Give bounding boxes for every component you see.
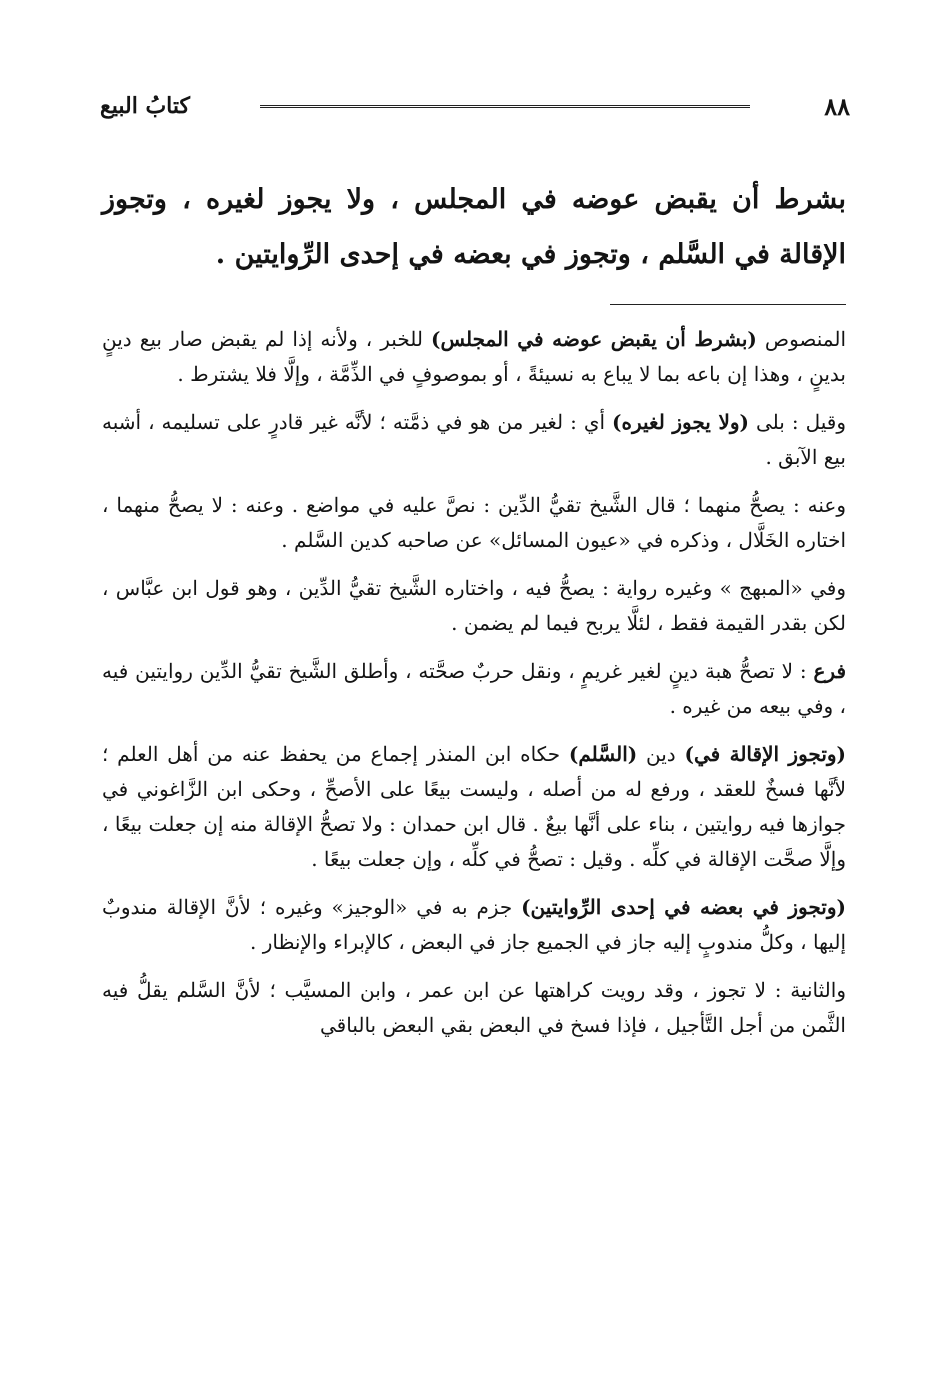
page-header xyxy=(100,86,850,126)
quoted-matn: (ولا يجوز لغيره) xyxy=(612,410,749,434)
separator-rule xyxy=(610,304,846,305)
paragraph-text: حكاه ابن المنذر إجماع من يحفظ عنه من أهل العلم ؛ لأنَّها فسخٌ للعقد ، ورفع له من أصله ، وليست بيعًا على الأصحِّ ، وحكى ابن الزَّاغوني في جوازها فيه روايتين ، بناء على أنَّها بيعٌ . قال ابن حمدان : ولا تصحُّ الإقالة منه إن جعلت بيعًا ، وإلَّا صحَّت الإقالة في كلِّه . وقيل : تصحُّ في كلِّه ، وإن جعلت بيعًا . xyxy=(102,742,846,871)
paragraph-text: للخبر ، ولأنه إذا لم يقبض صار بيع دينٍ بدينٍ ، وهذا إن باعه بما لا يباع به نسيئةً ، أو بموصوفٍ في الذِّمَّة ، وإلَّا فلا يشترط . xyxy=(102,327,846,386)
quoted-matn: (وتجوز الإقالة في) xyxy=(684,742,847,766)
running-title: كتابُ البيع xyxy=(100,93,190,119)
header-rule xyxy=(260,105,750,108)
main-text: بشرط أن يقبض عوضه في المجلس ، ولا يجوز لغيره ، وتجوز الإقالة في السَّلم ، وتجوز في بعضه في إحدى الرِّوايتين . xyxy=(102,184,846,270)
commentary-paragraph: وفي «المبهج » وغيره رواية : يصحُّ فيه ، واختاره الشَّيخ تقيُّ الدِّين ، وهو قول ابن عبَّاس ، لكن بقدر القيمة فقط ، لئلَّا يربح فيما لم يضمن . xyxy=(102,576,846,635)
paragraph-text: جزم به في «الوجيز» وغيره ؛ لأنَّ الإقالة مندوبٌ إليها ، وكلُّ مندوبٍ إليه جاز في الجميع جاز في البعض ، كالإبراء والإنظار . xyxy=(102,895,846,954)
quoted-matn: (بشرط أن يقبض عوضه في المجلس) xyxy=(430,327,757,351)
commentary-paragraph xyxy=(102,322,846,392)
commentary-paragraph xyxy=(102,890,846,960)
branch-label: فرع xyxy=(813,659,846,683)
commentary xyxy=(102,322,846,1056)
commentary-paragraph: والثانية : لا تجوز ، وقد رويت كراهتها عن ابن عمر ، وابن المسيَّب ؛ لأنَّ السَّلم يقلُّ فيه الثَّمن من أجل التَّأجيل ، فإذا فسخ في البعض بقي البعض بالباقي xyxy=(102,978,846,1037)
commentary-paragraph xyxy=(102,405,846,475)
paragraph-text: المنصوص xyxy=(756,327,846,351)
page-number: ٨٨ xyxy=(824,91,850,121)
paragraph-text: أي : لغير من هو في ذمَّته ؛ لأنَّه غير قادرٍ على تسليمه ، أشبه بيع الآبق . xyxy=(102,410,846,469)
paragraph-text: وقيل : بلى xyxy=(749,410,846,434)
quoted-matn: (السَّلم) xyxy=(568,742,638,766)
commentary-paragraph xyxy=(102,654,846,724)
paragraph-text: : لا تصحُّ هبة دينٍ لغير غريمٍ ، ونقل حربٌ صحَّته ، وأطلق الشَّيخ تقيُّ الدِّين روايتين فيه ، وفي بيعه من غيره . xyxy=(102,659,846,718)
commentary-paragraph: وعنه : يصحُّ منهما ؛ قال الشَّيخ تقيُّ الدِّين : نصَّ عليه في مواضع . وعنه : لا يصحُّ منهما ، اختاره الخَلَّال ، وذكره في «عيون المسائل» عن صاحبه كدين السَّلم . xyxy=(102,493,847,552)
quoted-matn: (وتجوز في بعضه في إحدى الرِّوايتين) xyxy=(521,895,846,919)
paragraph-text: دين xyxy=(637,742,685,766)
commentary-paragraph xyxy=(102,737,846,877)
